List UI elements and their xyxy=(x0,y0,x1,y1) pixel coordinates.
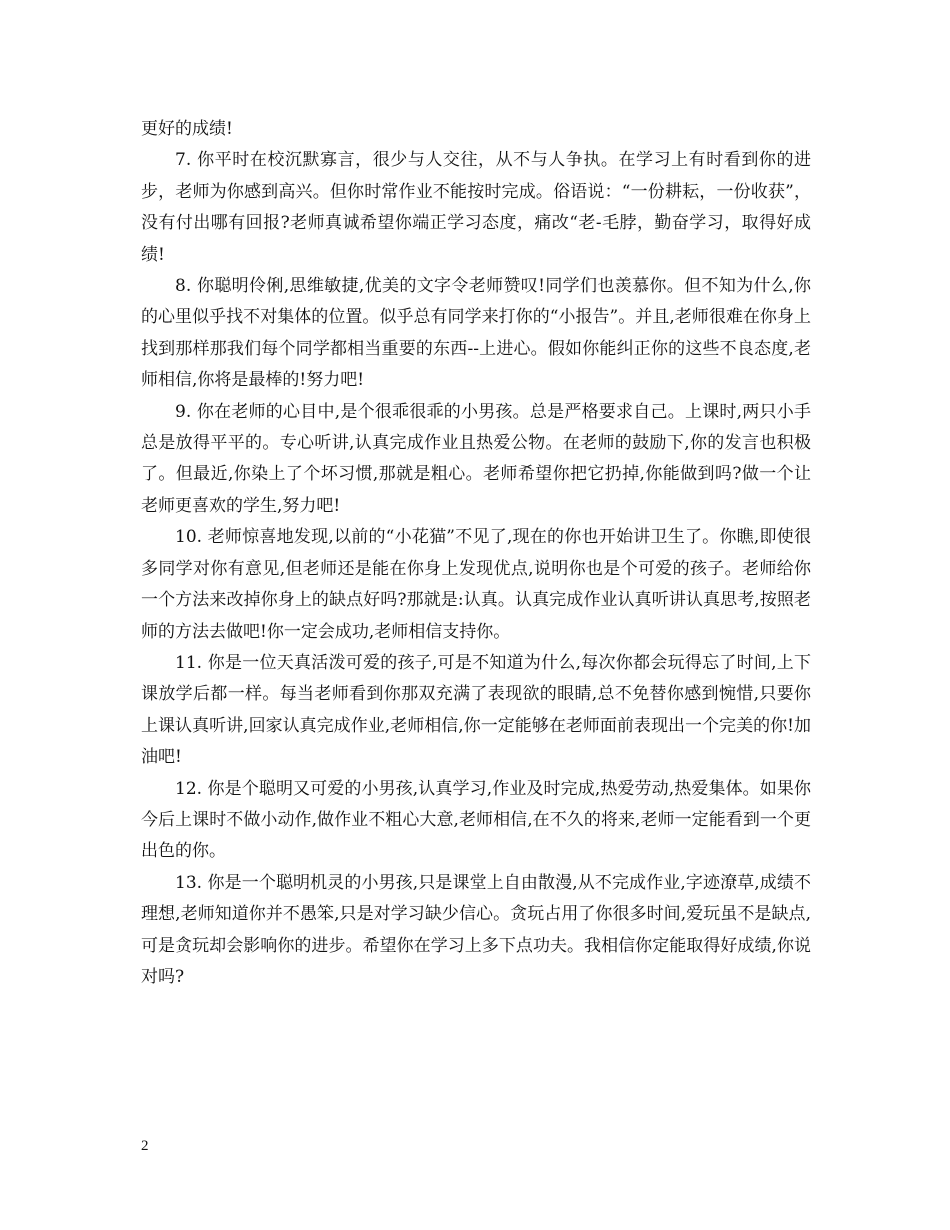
paragraph-comment-9: 9. 你在老师的心目中,是个很乖很乖的小男孩。总是严格要求自己。上课时,两只小手总是放得平平的。专心听讲,认真完成作业且热爱公物。在老师的鼓励下,你的发言也积极了。但最近,你染上了个坏习惯,那就是粗心。老师希望你把它扔掉,你能做到吗?做一个让老师更喜欢的学生,努力吧! xyxy=(141,401,811,516)
paragraph-continuation: 更好的成绩! xyxy=(141,119,233,139)
paragraph-comment-10: 10. 老师惊喜地发现,以前的“小花猫”不见了,现在的你也开始讲卫生了。你瞧,即使很多同学对你有意见,但老师还是能在你身上发现优点,说明你也是个可爱的孩子。老师给你一个方法来改掉你身上的缺点好吗?那就是:认真。认真完成作业认真听讲认真思考,按照老师的方法去做吧!你一定会成功,老师相信支持你。 xyxy=(141,527,811,642)
page-number: 2 xyxy=(141,1138,149,1154)
document-body xyxy=(141,114,811,993)
paragraph-comment-11: 11. 你是一位天真活泼可爱的孩子,可是不知道为什么,每次你都会玩得忘了时间,上下课放学后都一样。每当老师看到你那双充满了表现欲的眼睛,总不免替你感到惋惜,只要你上课认真听讲,回家认真完成作业,老师相信,你一定能够在老师面前表现出一个完美的你!加油吧! xyxy=(141,652,811,768)
paragraph-comment-8: 8. 你聪明伶俐,思维敏捷,优美的文字令老师赞叹!同学们也羡慕你。但不知为什么,你的心里似乎找不对集体的位置。似乎总有同学来打你的“小报告”。并且,老师很难在你身上找到那样那我们每个同学都相当重要的东西--上进心。假如你能纠正你的这些不良态度,老师相信,你将是最棒的!努力吧! xyxy=(141,276,811,391)
paragraph-comment-13: 13. 你是一个聪明机灵的小男孩,只是课堂上自由散漫,从不完成作业,字迹潦草,成绩不理想,老师知道你并不愚笨,只是对学习缺少信心。贪玩占用了你很多时间,爱玩虽不是缺点,可是贪玩却会影响你的进步。希望你在学习上多下点功夫。我相信你定能取得好成绩,你说对吗? xyxy=(141,872,811,987)
paragraph-comment-12: 12. 你是个聪明又可爱的小男孩,认真学习,作业及时完成,热爱劳动,热爱集体。如果你今后上课时不做小动作,做作业不粗心大意,老师相信,在不久的将来,老师一定能看到一个更出色的你。 xyxy=(141,778,811,862)
paragraph-comment-7: 7. 你平时在校沉默寡言，很少与人交往，从不与人争执。在学习上有时看到你的进步，老师为你感到高兴。但你时常作业不能按时完成。俗语说：“一份耕耘，一份收获”，没有付出哪有回报?老师真诚希望你端正学习态度，痛改“老-毛脖，勤奋学习，取得好成绩! xyxy=(141,150,811,265)
